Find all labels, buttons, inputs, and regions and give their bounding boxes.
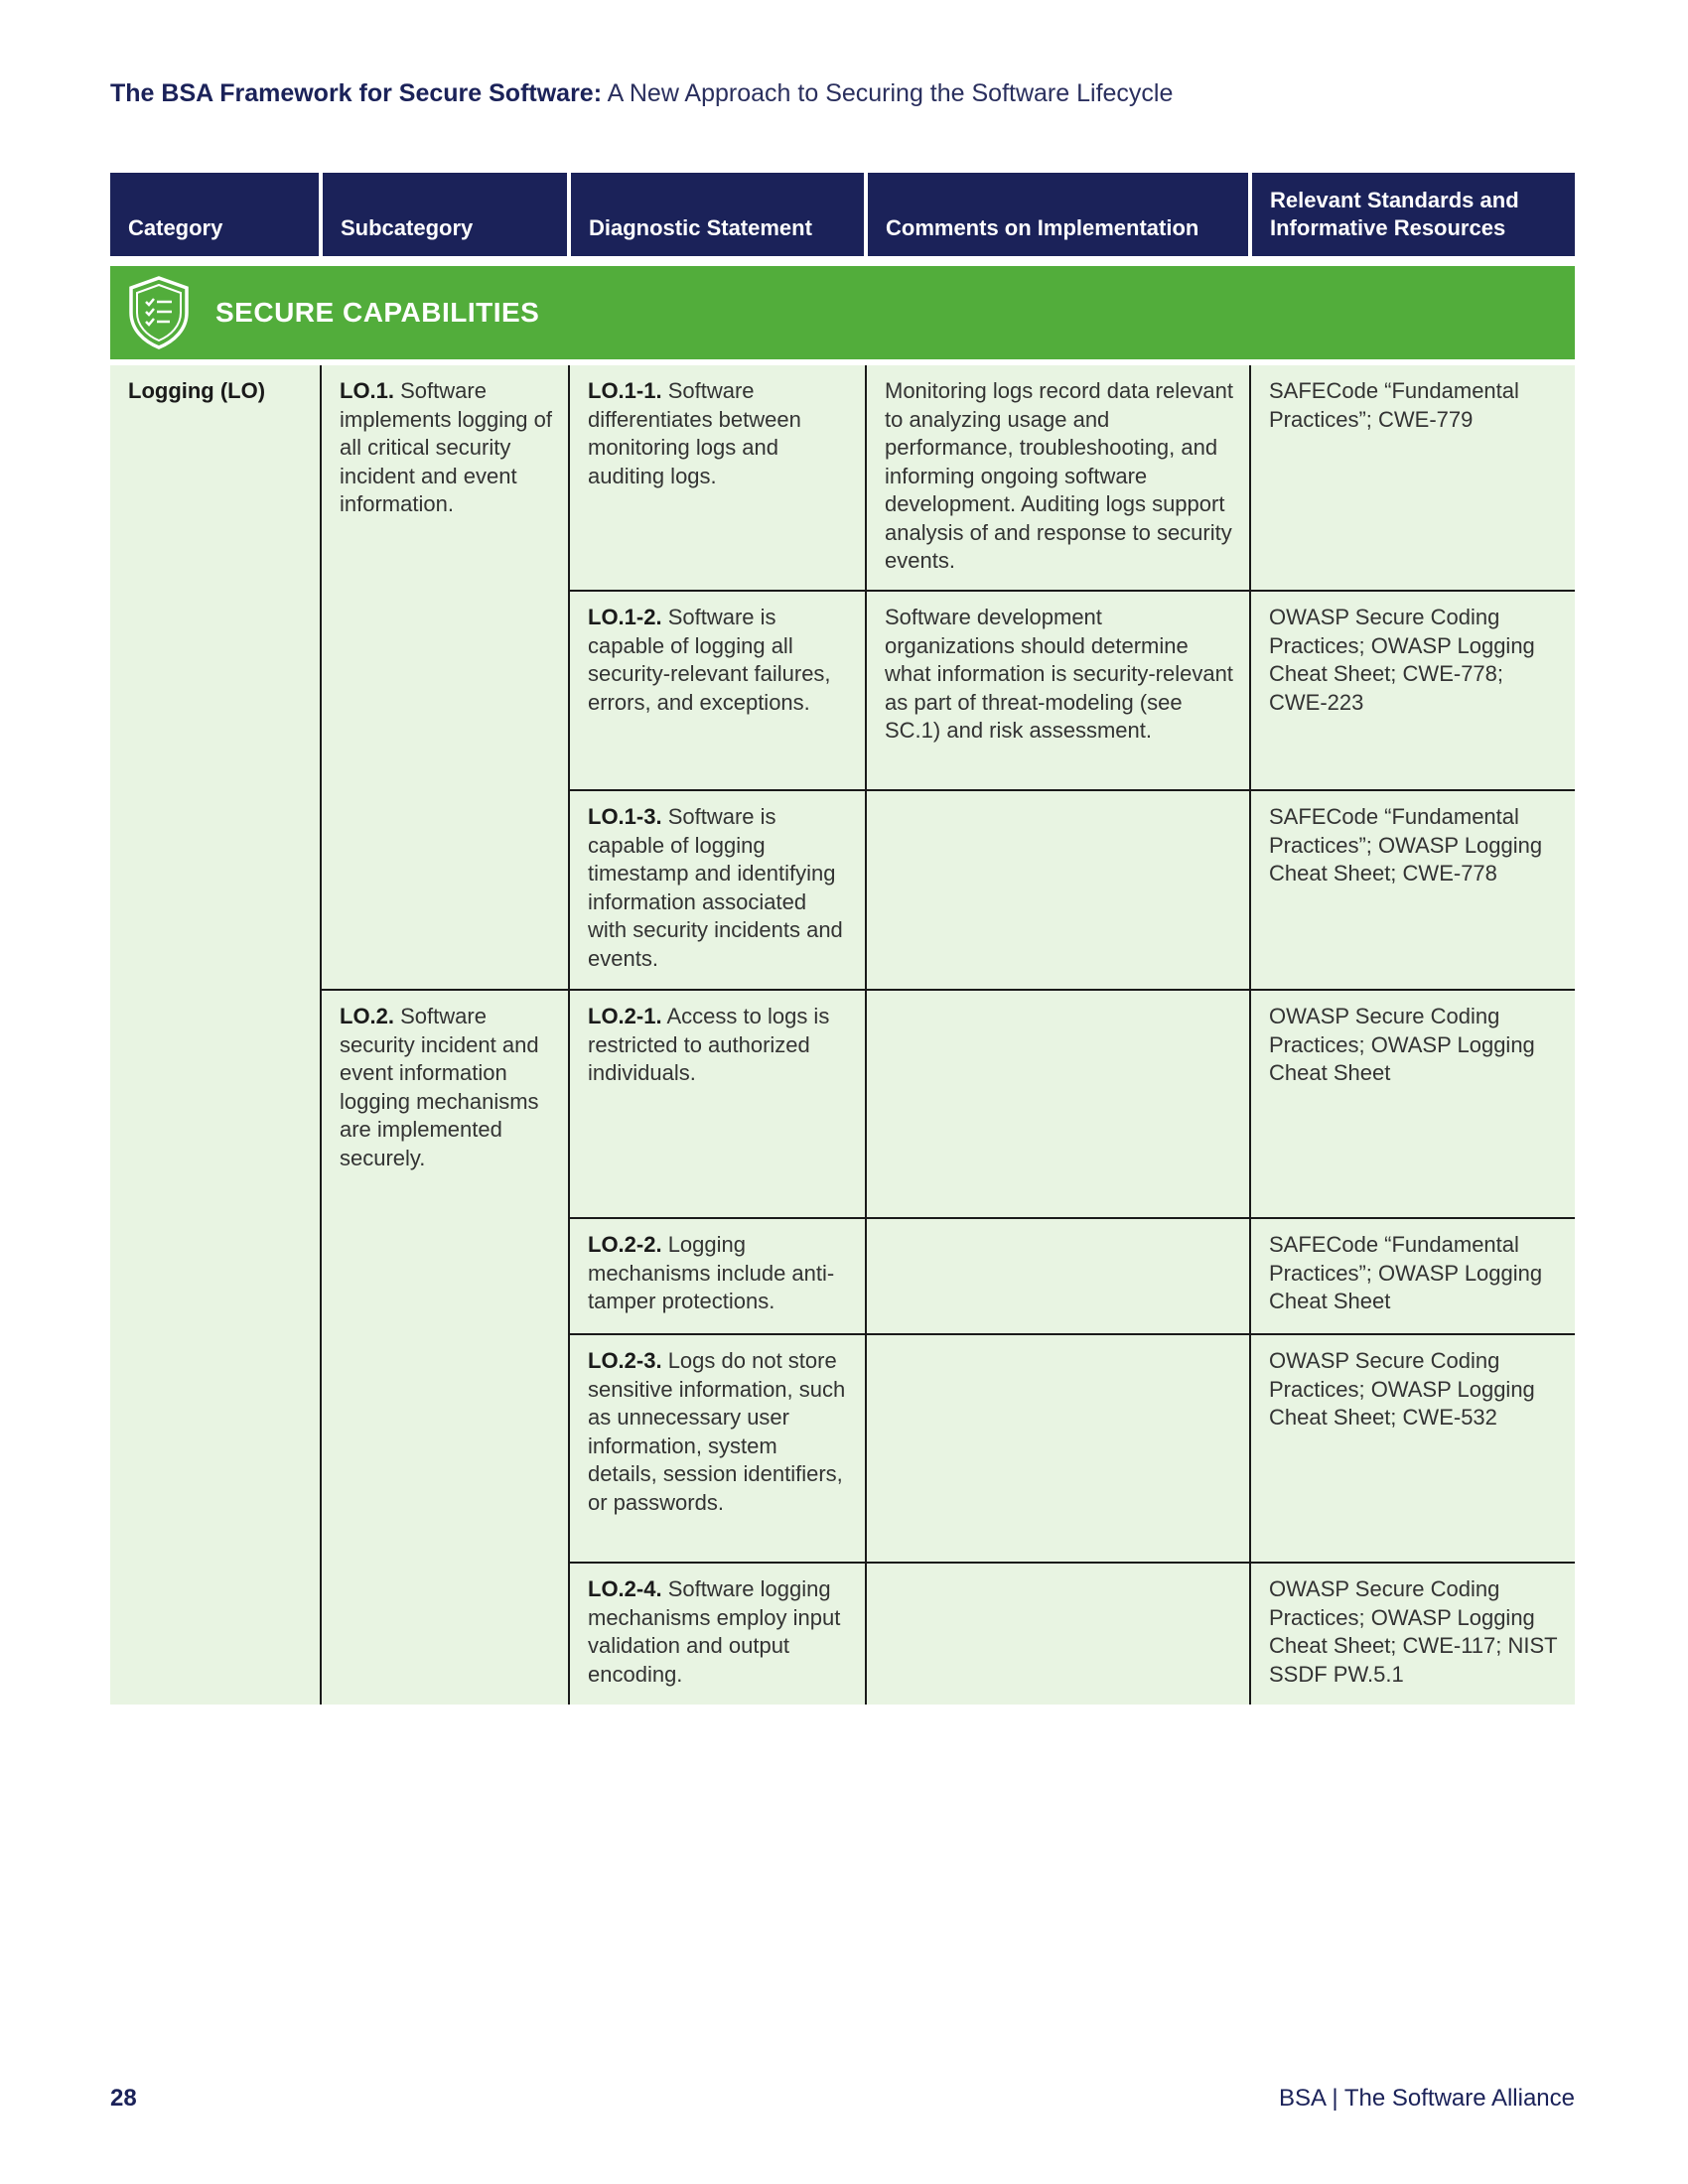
- table-row: [110, 365, 1575, 591]
- statement-code: LO.1-2.: [588, 605, 662, 629]
- table-row: [110, 990, 1575, 1218]
- statement-text: Software differentiates between monitoring logs and auditing logs.: [588, 378, 801, 488]
- references-cell: OWASP Secure Coding Practices; OWASP Logging Cheat Sheet; CWE-532: [1250, 1334, 1575, 1563]
- diagnostic-statement-cell: [569, 1563, 866, 1705]
- category-cell: Logging (LO): [110, 365, 321, 1705]
- comments-cell: [866, 990, 1250, 1218]
- references-cell: OWASP Secure Coding Practices; OWASP Logging Cheat Sheet; CWE-778; CWE-223: [1250, 591, 1575, 790]
- subcategory-text: Software implements logging of all critical security incident and event information.: [340, 378, 553, 516]
- subcategory-text: Software security incident and event information logging mechanisms are implemented securely.: [340, 1004, 539, 1170]
- statement-code: LO.2-2.: [588, 1232, 662, 1257]
- footer-organization: BSA | The Software Alliance: [1279, 2085, 1575, 2112]
- references-cell: OWASP Secure Coding Practices; OWASP Logging Cheat Sheet; CWE-117; NIST SSDF PW.5.1: [1250, 1563, 1575, 1705]
- references-cell: SAFECode “Fundamental Practices”; CWE-779: [1250, 365, 1575, 591]
- comments-cell: [866, 1334, 1250, 1563]
- statement-text: Software is capable of logging all security-relevant failures, errors, and exceptions.: [588, 605, 831, 715]
- references-cell: OWASP Secure Coding Practices; OWASP Logging Cheat Sheet: [1250, 990, 1575, 1218]
- col-header-subcategory: Subcategory: [321, 173, 569, 256]
- col-header-references: Relevant Standards and Informative Resources: [1250, 173, 1575, 256]
- section-band: [110, 266, 1575, 359]
- page-header-title: [110, 79, 1173, 108]
- subcategory-code: LO.1.: [340, 378, 395, 403]
- col-header-diagnostic-statement: Diagnostic Statement: [569, 173, 866, 256]
- statement-text: Software logging mechanisms employ input validation and output encoding.: [588, 1576, 841, 1687]
- statement-code: LO.2-4.: [588, 1576, 662, 1601]
- diagnostic-statement-cell: [569, 365, 866, 591]
- comments-cell: [866, 1563, 1250, 1705]
- title-bold: The BSA Framework for Secure Software:: [110, 79, 603, 107]
- subcategory-code: LO.2.: [340, 1004, 395, 1028]
- section-band-label: SECURE CAPABILITIES: [215, 297, 540, 328]
- statement-text: Logging mechanisms include anti-tamper protections.: [588, 1232, 835, 1313]
- diagnostic-statement-cell: [569, 591, 866, 790]
- statement-text: Software is capable of logging timestamp and identifying information associated with security incidents and events.: [588, 804, 843, 971]
- diagnostic-statement-cell: [569, 990, 866, 1218]
- diagnostic-statement-cell: [569, 790, 866, 990]
- framework-table: [110, 173, 1575, 1705]
- references-cell: SAFECode “Fundamental Practices”; OWASP Logging Cheat Sheet; CWE-778: [1250, 790, 1575, 990]
- section-band-row: [110, 266, 1575, 359]
- references-cell: SAFECode “Fundamental Practices”; OWASP Logging Cheat Sheet: [1250, 1218, 1575, 1334]
- diagnostic-statement-cell: [569, 1334, 866, 1563]
- comments-cell: Monitoring logs record data relevant to analyzing usage and performance, troubleshooting, and informing ongoing software development. Auditing logs support analysis of and response to security events.: [866, 365, 1250, 591]
- comments-cell: Software development organizations should determine what information is security-relevant as part of threat-modeling (see SC.1) and risk assessment.: [866, 591, 1250, 790]
- col-header-comments: Comments on Implementation: [866, 173, 1250, 256]
- page-number: 28: [110, 2085, 137, 2112]
- comments-cell: [866, 790, 1250, 990]
- col-header-category: Category: [110, 173, 321, 256]
- diagnostic-statement-cell: [569, 1218, 866, 1334]
- statement-code: LO.2-3.: [588, 1348, 662, 1373]
- title-rest: A New Approach to Securing the Software Lifecycle: [602, 79, 1174, 107]
- comments-cell: [866, 1218, 1250, 1334]
- shield-checklist-icon: [126, 275, 192, 350]
- statement-code: LO.1-3.: [588, 804, 662, 829]
- subcategory-cell: [321, 365, 569, 990]
- statement-code: LO.2-1.: [588, 1004, 662, 1028]
- subcategory-cell: [321, 990, 569, 1705]
- statement-text: Logs do not store sensitive information, such as unnecessary user information, system details, session identifiers, or passwords.: [588, 1348, 846, 1515]
- table-header-row: [110, 173, 1575, 256]
- statement-code: LO.1-1.: [588, 378, 662, 403]
- statement-text: Access to logs is restricted to authorized individuals.: [588, 1004, 830, 1085]
